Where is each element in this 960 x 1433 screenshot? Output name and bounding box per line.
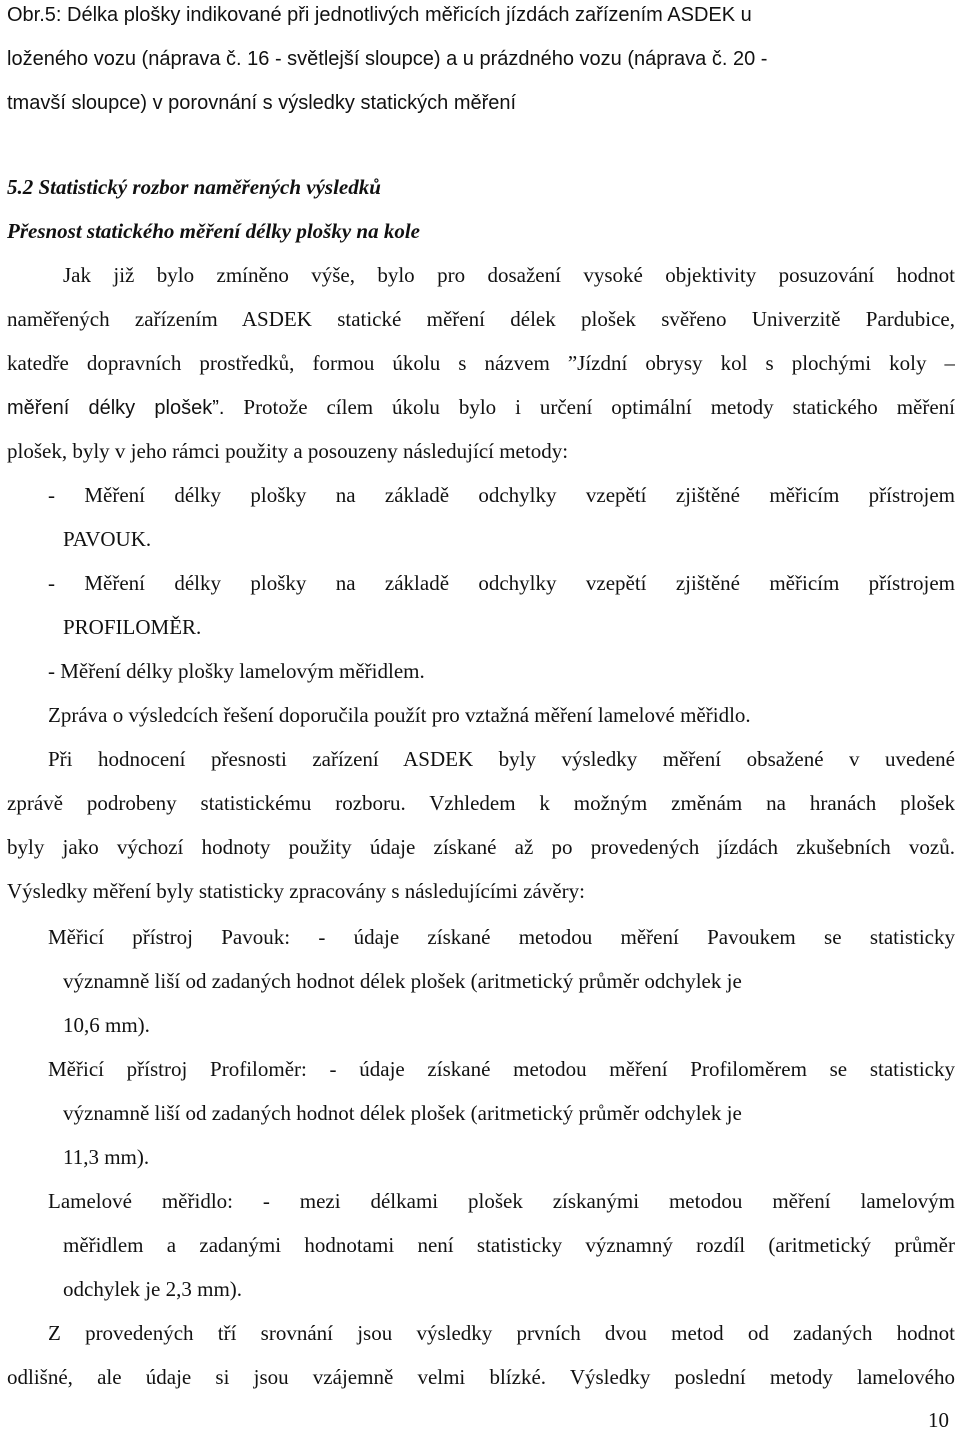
evaluation-line-3: byly jako výchozí hodnoty použity údaje získané až po provedených jízdách zkušebních vozů.: [7, 835, 955, 859]
section-heading: 5.2 Statistický rozbor naměřených výsledků: [7, 175, 381, 199]
intro-line-2: naměřených zařízením ASDEK statické měření délek plošek svěřeno Univerzitě Pardubice,: [7, 307, 955, 331]
conclusion-lamelove-line-2: měřidlem a zadanými hodnotami není statisticky významný rozdíl (aritmetický průměr: [63, 1233, 955, 1257]
intro-line-3: katedře dopravních prostředků, formou úkolu s názvem ”Jízdní obrysy kol s plochými koly –: [7, 351, 955, 375]
conclusion-lamelove-line-3: odchylek je 2,3 mm).: [63, 1277, 243, 1301]
method-lamelove-line-1: - Měření délky plošky lamelovým měřidlem.: [48, 659, 425, 683]
conclusion-pavouk-line-1: Měřicí přístroj Pavouk: - údaje získané metodou měření Pavoukem se statisticky: [48, 925, 955, 949]
conclusion-profilomer-line-1: Měřicí přístroj Profiloměr: - údaje získané metodou měření Profiloměrem se statisticky: [48, 1057, 955, 1081]
figure-caption-line-3: tmavší sloupce) v porovnání s výsledky statických měření: [7, 92, 517, 114]
intro-line-1: Jak již bylo zmíněno výše, bylo pro dosažení vysoké objektivity posuzování hodnot: [63, 263, 955, 287]
intro-task-title-end: měření délky plošek”.: [7, 397, 225, 419]
document-page: [7, 0, 955, 1432]
method-pavouk-line-2: PAVOUK.: [63, 527, 152, 551]
figure-caption-line-2: loženého vozu (náprava č. 16 - světlejší sloupce) a u prázdného vozu (náprava č. 20 -: [7, 48, 768, 70]
intro-line-5: plošek, byly v jeho rámci použity a posouzeny následující metody:: [7, 439, 569, 463]
conclusion-profilomer-line-2: významně liší od zadaných hodnot délek plošek (aritmetický průměr odchylek je: [63, 1101, 742, 1125]
evaluation-line-2: zprávě podrobeny statistickému rozboru. Vzhledem k možným změnám na hranách plošek: [7, 791, 955, 815]
method-profilomer-line-2: PROFILOMĚR.: [63, 615, 202, 639]
closing-line-2: odlišné, ale údaje si jsou vzájemně velmi blízké. Výsledky poslední metody lamelového: [7, 1365, 955, 1389]
method-pavouk-line-1: - Měření délky plošky na základě odchylky vzepětí zjištěné měřicím přístrojem: [48, 483, 955, 507]
intro-line-4-rest: Protože cílem úkolu bylo i určení optimální metody statického měření: [224, 395, 955, 419]
closing-line-1: Z provedených tří srovnání jsou výsledky prvních dvou metod od zadaných hodnot: [48, 1321, 955, 1345]
subsection-heading: Přesnost statického měření délky plošky na kole: [7, 219, 420, 243]
intro-line-4: [7, 392, 955, 422]
conclusion-pavouk-line-2: významně liší od zadaných hodnot délek plošek (aritmetický průměr odchylek je: [63, 969, 742, 993]
conclusion-lamelove-line-1: Lamelové měřidlo: - mezi délkami plošek získanými metodou měření lamelovým: [48, 1189, 955, 1213]
conclusion-pavouk-line-3: 10,6 mm).: [63, 1013, 150, 1037]
evaluation-line-1: Při hodnocení přesnosti zařízení ASDEK byly výsledky měření obsažené v uvedené: [48, 747, 955, 771]
report-recommendation: Zpráva o výsledcích řešení doporučila použít pro vztažná měření lamelové měřidlo.: [48, 703, 751, 727]
figure-caption-line-1: Obr.5: Délka plošky indikované při jednotlivých měřicích jízdách zařízením ASDEK u: [7, 4, 752, 26]
evaluation-line-4: Výsledky měření byly statisticky zpracovány s následujícími závěry:: [7, 879, 585, 903]
conclusion-profilomer-line-3: 11,3 mm).: [63, 1145, 150, 1169]
method-profilomer-line-1: - Měření délky plošky na základě odchylky vzepětí zjištěné měřicím přístrojem: [48, 571, 955, 595]
page-number: 10: [928, 1408, 949, 1432]
